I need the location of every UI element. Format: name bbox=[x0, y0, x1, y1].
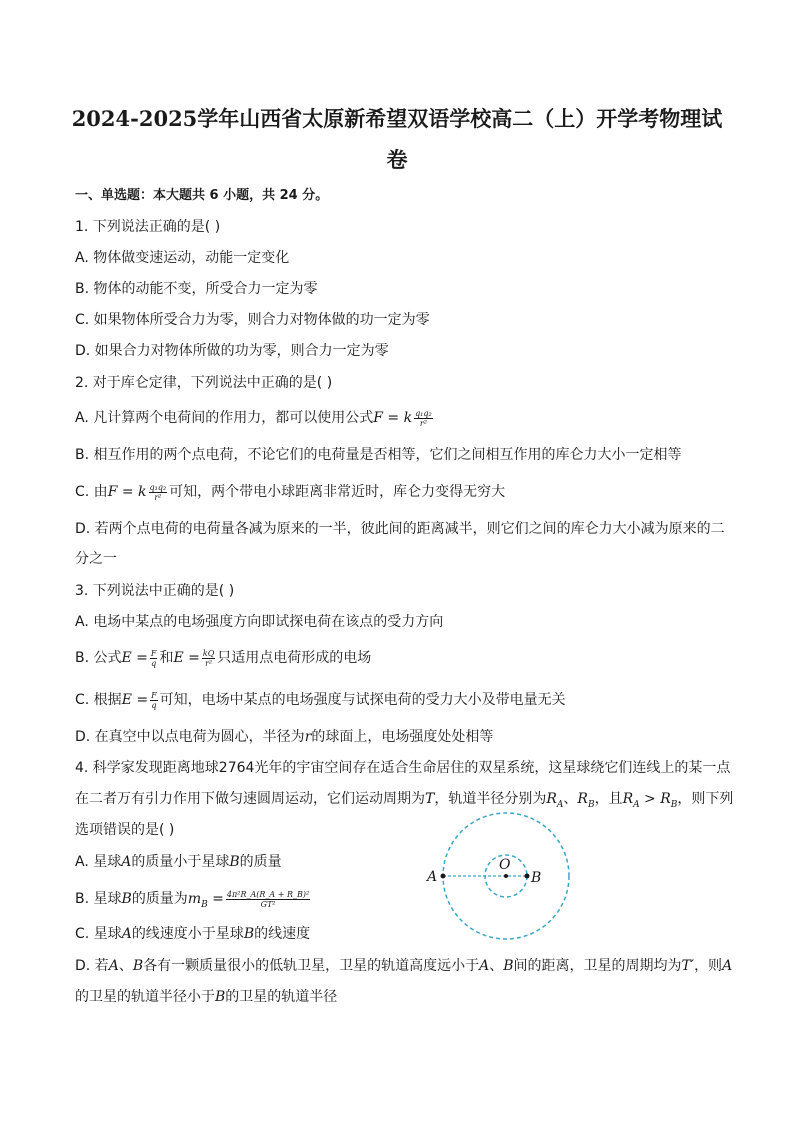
q2-a-text: A. 凡计算两个电荷间的作用力，都可以使用公式 bbox=[75, 410, 374, 426]
q4-option-a bbox=[75, 852, 725, 872]
q4-b-pre: B. 星球 bbox=[75, 891, 122, 907]
exam-title-line1: 2024-2025学年山西省太原新希望双语学校高二（上）开学考物理试 bbox=[71, 106, 723, 131]
q4-stem-line1: 4. 科学家发现距离地球2764光年的宇宙空间存在适合生命居住的双星系统，这星球绕它们连线上的某一点 bbox=[75, 760, 731, 776]
q4-b-var: B bbox=[121, 891, 132, 907]
q2-option-a bbox=[75, 408, 725, 428]
q1-option-a: A. 物体做变速运动，动能一定变化 bbox=[75, 250, 290, 266]
label-a: A bbox=[427, 869, 438, 885]
q4-stem-line2 bbox=[75, 789, 734, 815]
q2-c-formula: F = k bbox=[107, 484, 147, 500]
q4-b-mid: 的质量为 bbox=[131, 891, 188, 907]
q3-b-fraction2 bbox=[202, 649, 215, 668]
q4-l2-and: ，且 bbox=[594, 791, 623, 807]
q4-l2-ineq-R: R bbox=[622, 791, 634, 807]
q4-a-var1: A bbox=[121, 854, 132, 870]
q4-option-d-line1 bbox=[75, 956, 733, 976]
q3-b-fraction1 bbox=[150, 649, 158, 668]
q4-d1-b2: B bbox=[503, 958, 514, 974]
q4-l2-RB-sub: B bbox=[587, 799, 595, 810]
q3-stem: 3. 下列说法中正确的是( ) bbox=[75, 583, 235, 599]
q4-l2-gt: > R bbox=[639, 791, 671, 807]
q4-d2-pre: 的卫星的轨道半径小于 bbox=[75, 989, 215, 1005]
q4-d1-pre: D. 若 bbox=[75, 958, 109, 974]
q3-option-c bbox=[75, 690, 725, 710]
q3-b-text-mid: 和 bbox=[159, 650, 174, 666]
q4-c-pre: C. 星球 bbox=[75, 926, 122, 942]
q4-a-mid: 的质量小于星球 bbox=[131, 854, 230, 870]
q4-b-fraction bbox=[226, 890, 310, 909]
q4-a-post: 的质量 bbox=[239, 854, 282, 870]
q4-d1-a2: A bbox=[479, 958, 490, 974]
q2-a-fraction bbox=[414, 409, 433, 428]
q3-c-text-post: 可知，电场中某点的电场强度与试探电荷的受力大小及带电量无关 bbox=[159, 692, 566, 708]
q4-d2-b: B bbox=[215, 989, 226, 1005]
star-b-dot bbox=[525, 874, 530, 879]
q4-l2-RA-sub: A bbox=[556, 799, 564, 810]
q3-option-b bbox=[75, 648, 725, 668]
q4-d1-post: ，则 bbox=[694, 958, 723, 974]
q2-c-text-pre: C. 由 bbox=[75, 484, 108, 500]
q4-d2-post: 的卫星的轨道半径 bbox=[225, 989, 338, 1005]
q2-option-d-line1: D. 若两个点电荷的电荷量各减为原来的一半，彼此间的距离减半，则它们之间的库仑力大小减为原来的二 bbox=[75, 521, 725, 537]
q4-b-eq: = bbox=[207, 891, 224, 907]
binary-star-diagram bbox=[420, 812, 580, 942]
section-heading: 一、单选题：本大题共 6 小题，共 24 分。 bbox=[75, 188, 329, 203]
q4-l2-RA: R bbox=[546, 791, 557, 807]
q4-d1-s2: 、 bbox=[489, 958, 504, 974]
q3-b-text-pre: B. 公式 bbox=[75, 650, 122, 666]
q3-option-a: A. 电场中某点的电场强度方向即试探电荷在该点的受力方向 bbox=[75, 614, 444, 630]
q2-option-b: B. 相互作用的两个点电荷，不论它们的电荷量是否相等，它们之间相互作用的库仑力大小一定相等 bbox=[75, 447, 682, 463]
q3-c-text-pre: C. 根据 bbox=[75, 692, 122, 708]
q4-b-formula: m bbox=[187, 891, 202, 907]
exam-title-line2: 卷 bbox=[386, 147, 408, 172]
q2-c-denominator: r² bbox=[154, 492, 162, 502]
center-o-dot bbox=[504, 874, 508, 878]
q4-d1-T: T′ bbox=[681, 958, 695, 974]
q4-l2-mid: ，轨道半径分别为 bbox=[434, 791, 547, 807]
q4-b-formula-sub: B bbox=[201, 899, 208, 910]
q4-l2-pre: 在二者万有引力作用下做匀速圆周运动，它们运动周期为 bbox=[75, 791, 425, 807]
q3-c-fraction bbox=[150, 691, 158, 710]
q4-l2-ineq-sub1: A bbox=[633, 799, 640, 810]
q4-a-var2: B bbox=[229, 854, 240, 870]
q4-option-c bbox=[75, 924, 725, 944]
q4-c-post: 的线速度 bbox=[254, 926, 311, 942]
q4-stem-line3: 选项错误的是( ) bbox=[75, 822, 175, 838]
q4-d1-a3: A bbox=[722, 958, 733, 974]
q3-b-f1-numerator: F bbox=[150, 648, 157, 658]
q3-b-text-post: 只适用点电荷形成的电场 bbox=[217, 650, 372, 666]
q4-d1-b: B bbox=[132, 958, 144, 974]
q3-c-denominator: q bbox=[151, 700, 157, 710]
q3-d-text-post: 的球面上，电场强度处处相等 bbox=[311, 729, 494, 745]
q4-l2-ineq-sub2: B bbox=[670, 799, 678, 810]
q4-l2-T: T bbox=[425, 791, 435, 807]
q4-c-var2: B bbox=[243, 926, 255, 942]
q1-stem: 1. 下列说法正确的是( ) bbox=[75, 219, 221, 235]
q4-d1-mid: 各有一颗质量很小的低轨卫星，卫星的轨道高度远小于 bbox=[143, 958, 480, 974]
q3-c-formula: E = bbox=[121, 692, 149, 708]
q3-option-d bbox=[75, 727, 725, 747]
q3-d-text-pre: D. 在真空中以点电荷为圆心，半径为 bbox=[75, 729, 305, 745]
label-o: O bbox=[499, 857, 511, 873]
q4-l2-RB: R bbox=[577, 791, 588, 807]
q1-option-b: B. 物体的动能不变，所受合力一定为零 bbox=[75, 281, 318, 297]
q4-option-b bbox=[75, 889, 725, 915]
star-a-dot bbox=[441, 874, 446, 879]
q2-a-formula: F = k bbox=[373, 410, 413, 426]
q2-stem: 2. 对于库仑定律，下列说法中正确的是( ) bbox=[75, 375, 333, 391]
q4-d1-a: A bbox=[108, 958, 119, 974]
q4-d1-s1: 、 bbox=[118, 958, 133, 974]
q3-b-formula1: E = bbox=[121, 650, 148, 666]
q4-c-mid: 的线速度小于星球 bbox=[131, 926, 244, 942]
q4-a-pre: A. 星球 bbox=[75, 854, 122, 870]
q1-option-c: C. 如果物体所受合力为零，则合力对物体做的功一定为零 bbox=[75, 312, 430, 328]
q2-a-denominator: r² bbox=[419, 418, 427, 428]
q3-b-formula2: E = bbox=[173, 650, 200, 666]
label-b: B bbox=[531, 870, 542, 886]
q2-c-fraction bbox=[149, 483, 168, 502]
q4-b-numerator: 4π²R_A(R_A + R_B)² bbox=[226, 889, 310, 899]
q2-c-numerator: q₁q₂ bbox=[149, 482, 167, 492]
q2-option-d-line2: 分之一 bbox=[75, 551, 117, 567]
q3-c-numerator: F bbox=[151, 690, 157, 700]
q3-b-f2-denominator: r² bbox=[205, 658, 213, 668]
q3-b-f1-denominator: q bbox=[151, 658, 157, 668]
q4-l2-sep: 、 bbox=[563, 791, 578, 807]
q3-b-f2-numerator: kQ bbox=[202, 648, 215, 658]
q1-option-d: D. 如果合力对物体所做的功为零，则合力一定为零 bbox=[75, 343, 389, 359]
q4-option-d-line2 bbox=[75, 987, 725, 1007]
q4-c-var1: A bbox=[121, 926, 132, 942]
q4-b-denominator: GT² bbox=[260, 899, 276, 909]
q2-c-text-post: 可知，两个带电小球距离非常近时，库仑力变得无穷大 bbox=[169, 484, 506, 500]
q4-l2-post: ，则下列 bbox=[677, 791, 734, 807]
q3-d-var: r bbox=[304, 729, 312, 745]
q2-option-c bbox=[75, 482, 725, 502]
q2-a-numerator: q₁q₂ bbox=[415, 408, 432, 418]
q4-d1-mid2: 间的距离，卫星的周期均为 bbox=[513, 958, 682, 974]
